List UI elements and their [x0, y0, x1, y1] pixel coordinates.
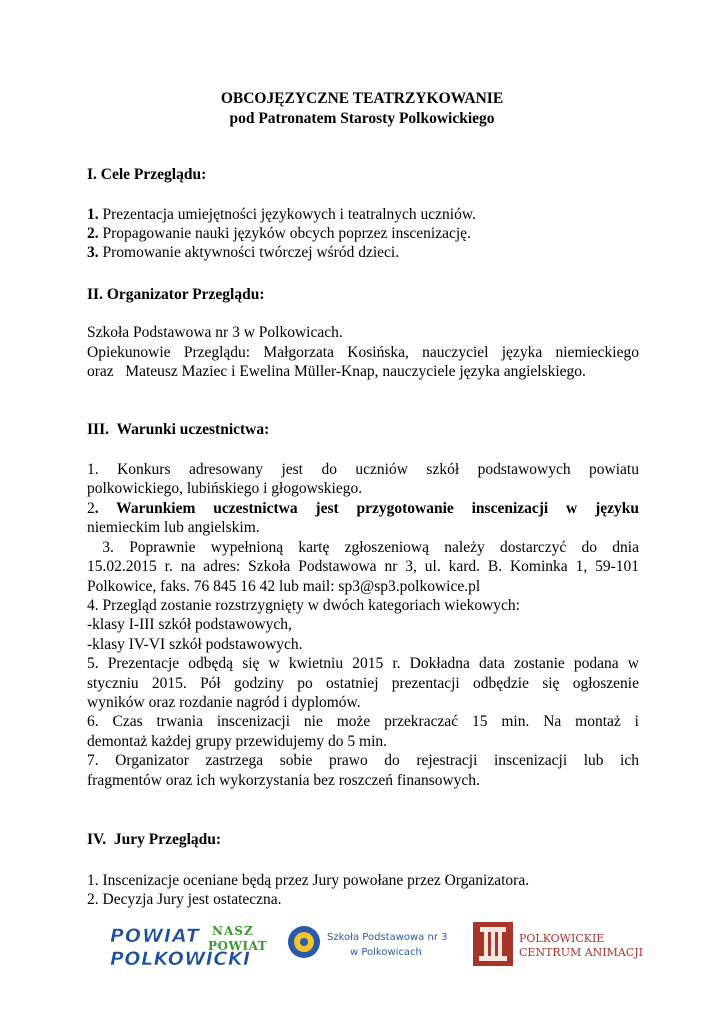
paragraph-line: Opiekunowie Przeglądu: Małgorzata Kosińska, nauczyciel języka niemieckiego — [87, 344, 639, 361]
pca-logo — [473, 922, 643, 966]
paragraph-line: -klasy I-III szkół podstawowych, — [87, 616, 292, 633]
paragraph-line: 7. Organizator zastrzega sobie prawo do rejestracji inscenizacji lub ich — [87, 752, 639, 769]
paragraph-line: wyników oraz rozdanie nagród i dyplomów. — [87, 694, 361, 711]
paragraph-line: 1. Konkurs adresowany jest do uczniów szkół podstawowych powiatu — [87, 461, 639, 478]
paragraph-line: Szkoła Podstawowa nr 3 w Polkowicach. — [87, 324, 343, 341]
paragraph-line: 1. Inscenizacje oceniane będą przez Jury powołane przez Organizatora. — [87, 872, 530, 889]
list-item — [87, 243, 639, 263]
paragraph-line: niemieckim lub angielskim. — [87, 519, 260, 536]
document-title: OBCOJĘZYCZNE TEATRZYKOWANIE — [220, 90, 504, 107]
item-text: Prezentacja umiejętności językowych i teatralnych uczniów. — [98, 206, 476, 223]
paragraph-line: 4. Przegląd zostanie rozstrzygnięty w dwóch kategoriach wiekowych: — [87, 597, 520, 614]
section-heading-jury: IV. Jury Przeglądu: — [87, 831, 222, 848]
list-item — [87, 205, 639, 225]
paragraph-line: Polkowice, faks. 76 845 16 42 lub mail: sp3@sp3.polkowice.pl — [87, 578, 481, 595]
nasz-text: NASZ — [212, 924, 254, 938]
item-text: . Warunkiem uczestnictwa jest przygotowanie inscenizacji w języku — [94, 500, 639, 517]
paragraph-line: 3. Poprawnie wypełnioną kartę zgłoszeniową należy dostarczyć do dnia — [87, 539, 639, 556]
paragraph-line: 5. Prezentacje odbędą się w kwietniu 2015 r. Dokładna data zostanie podana w — [87, 655, 639, 672]
paragraph-line: fragmentów oraz ich wykorzystania bez roszczeń finansowych. — [87, 772, 480, 789]
paragraph-line — [87, 499, 639, 519]
item-number: 2. — [87, 225, 99, 242]
list-item — [87, 224, 639, 244]
school-logo — [288, 926, 447, 958]
paragraph-line: demontaż każdej grupy przewidujemy do 5 min. — [87, 733, 388, 750]
paragraph-line: styczniu 2015. Pół godziny po ostatniej prezentacji odbędzie się ogłoszenie — [87, 675, 639, 692]
pca-line1-text: POLKOWICKIE — [519, 932, 605, 945]
section-heading-organizer: II. Organizator Przeglądu: — [87, 286, 265, 303]
paragraph-line: polkowickiego, lubińskiego i głogowskiego. — [87, 480, 363, 497]
item-number: 3. — [87, 244, 99, 261]
paragraph-line: 2. Decyzja Jury jest ostateczna. — [87, 891, 282, 908]
section-heading-goals: I. Cele Przeglądu: — [87, 166, 207, 183]
paragraph-line: oraz Mateusz Maziec i Ewelina Müller-Knap, nauczyciele języka angielskiego. — [87, 363, 586, 380]
logos-svg — [0, 918, 724, 978]
pca-line2-text: CENTRUM ANIMACJI — [519, 946, 644, 959]
powiat-polkowicki-logo — [110, 924, 267, 970]
paragraph-line: 6. Czas trwania inscenizacji nie może przekraczać 15 min. Na montaż i — [87, 713, 639, 730]
paragraph-line: -klasy IV-VI szkół podstawowych. — [87, 636, 303, 653]
item-text: Promowanie aktywności twórczej wśród dzieci. — [98, 244, 400, 261]
powiat-text: POWIAT — [110, 925, 200, 947]
item-text: Propagowanie nauki języków obcych poprzez inscenizację. — [98, 225, 471, 242]
paragraph-line: 15.02.2015 r. na adres: Szkoła Podstawowa nr 3, ul. kard. B. Kominka 1, 59-101 — [87, 558, 639, 575]
school-name-text: Szkoła Podstawowa nr 3 — [327, 932, 448, 943]
item-number: 2 — [87, 500, 95, 517]
document-subtitle: pod Patronatem Starosty Polkowickiego — [229, 110, 495, 127]
polkowicki-text: POLKOWICKI — [110, 948, 251, 970]
school-city-text: w Polkowicach — [350, 947, 422, 958]
powiat-slogan-text: POWIAT — [208, 939, 268, 953]
footer-logos — [0, 918, 724, 978]
item-number: 1. — [87, 206, 99, 223]
section-heading-conditions: III. Warunki uczestnictwa: — [87, 421, 270, 438]
